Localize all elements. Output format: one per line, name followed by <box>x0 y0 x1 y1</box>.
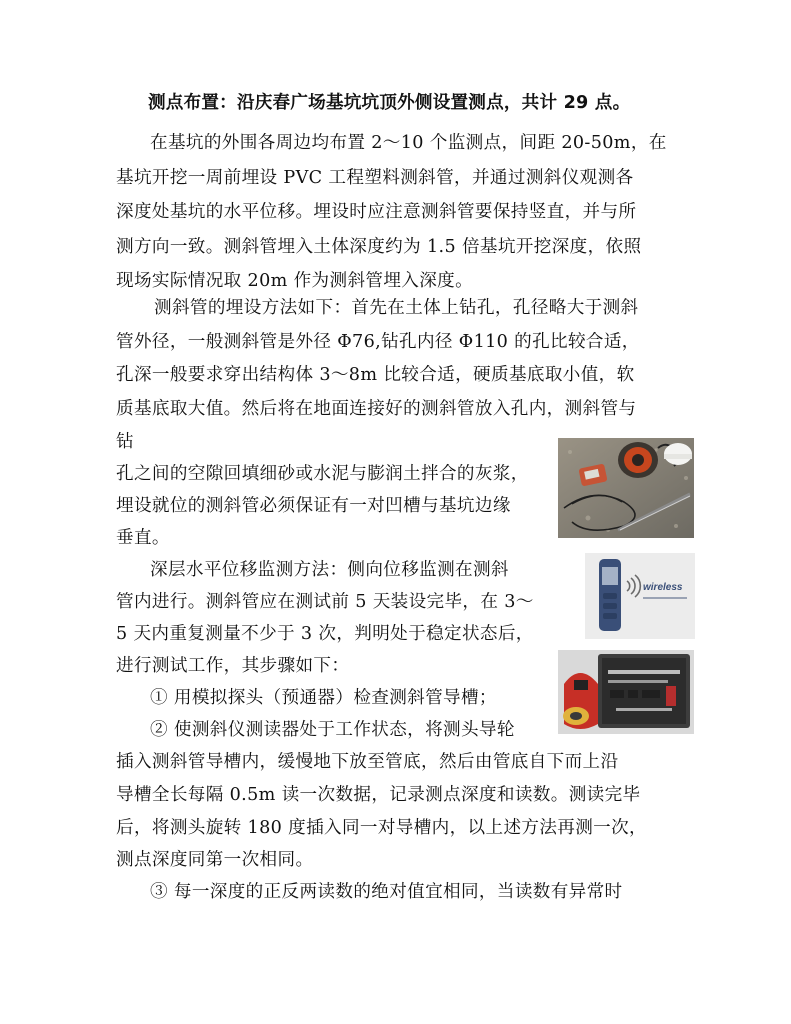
step-2-line-4: 后，将测头旋转 180 度插入同一对导槽内，以上述方法再测一次， <box>116 818 647 838</box>
brand-underline <box>643 597 687 599</box>
paragraph-2-line-2: 管外径，一般测斜管是外径 Φ76,钻孔内径 Φ110 的孔比较合适， <box>116 332 640 352</box>
paragraph-2-line-1: 测斜管的埋设方法如下：首先在土体上钻孔，孔径略大于测斜 <box>154 298 639 318</box>
step-2-line-2: 插入测斜管导槽内，缓慢地下放至管底，然后由管底自下而上沿 <box>116 752 619 772</box>
paragraph-1-line-5: 现场实际情况取 20m 作为测斜管埋入深度。 <box>116 271 474 291</box>
paragraph-3-line-2: 管内进行。测斜管应在测试前 5 天装设完毕，在 3～ <box>116 592 534 612</box>
paragraph-2-line-7: 埋设就位的测斜管必须保证有一对凹槽与基坑边缘 <box>116 496 511 516</box>
paragraph-3-line-3: 5 天内重复测量不少于 3 次，判明处于稳定状态后， <box>116 624 534 644</box>
paragraph-3-line-1: 深层水平位移监测方法：侧向位移监测在测斜 <box>150 560 509 580</box>
step-3: ③ 每一深度的正反两读数的绝对值宜相同，当读数有异常时 <box>150 882 623 902</box>
step-1: ① 用模拟探头（预通器）检查测斜管导槽； <box>150 688 497 708</box>
paragraph-2-line-8: 垂直。 <box>116 528 170 548</box>
paragraph-2-line-4: 质基底取大值。然后将在地面连接好的测斜管放入孔内，测斜管与 <box>116 399 637 419</box>
paragraph-2-line-6: 孔之间的空隙回填细砂或水泥与膨润土拌合的灰浆， <box>116 464 529 484</box>
step-2-line-3: 导槽全长每隔 0.5m 读一次数据，记录测点深度和读数。测读完毕 <box>116 785 641 805</box>
paragraph-3-line-4: 进行测试工作，其步骤如下： <box>116 656 350 676</box>
inclinometer-equipment-photo <box>558 438 694 538</box>
paragraph-1-line-4: 测方向一致。测斜管埋入土体深度约为 1.5 倍基坑开挖深度，依照 <box>116 237 642 257</box>
paragraph-2-line-5: 钻 <box>116 432 134 452</box>
wireless-readout-unit-photo <box>585 553 695 639</box>
paragraph-1-line-2: 基坑开挖一周前埋设 PVC 工程塑料测斜管，并通过测斜仪观测各 <box>116 168 634 188</box>
step-2-line-5: 测点深度同第一次相同。 <box>116 850 314 870</box>
readout-brand-label: wireless <box>643 582 683 593</box>
section-heading: 测点布置：沿庆春广场基坑坑顶外侧设置测点，共计 29 点。 <box>148 93 631 113</box>
paragraph-1-line-1: 在基坑的外围各周边均布置 2～10 个监测点，间距 20-50m，在 <box>150 133 667 153</box>
paragraph-2-line-3: 孔深一般要求穿出结构体 3～8m 比较合适，硬质基底取小值，软 <box>116 365 635 385</box>
inclinometer-probe-case-photo <box>558 650 694 734</box>
paragraph-1-line-3: 深度处基坑的水平位移。埋设时应注意测斜管要保持竖直，并与所 <box>116 202 637 222</box>
step-2-line-1: ② 使测斜仪测读器处于工作状态，将测头导轮 <box>150 720 515 740</box>
